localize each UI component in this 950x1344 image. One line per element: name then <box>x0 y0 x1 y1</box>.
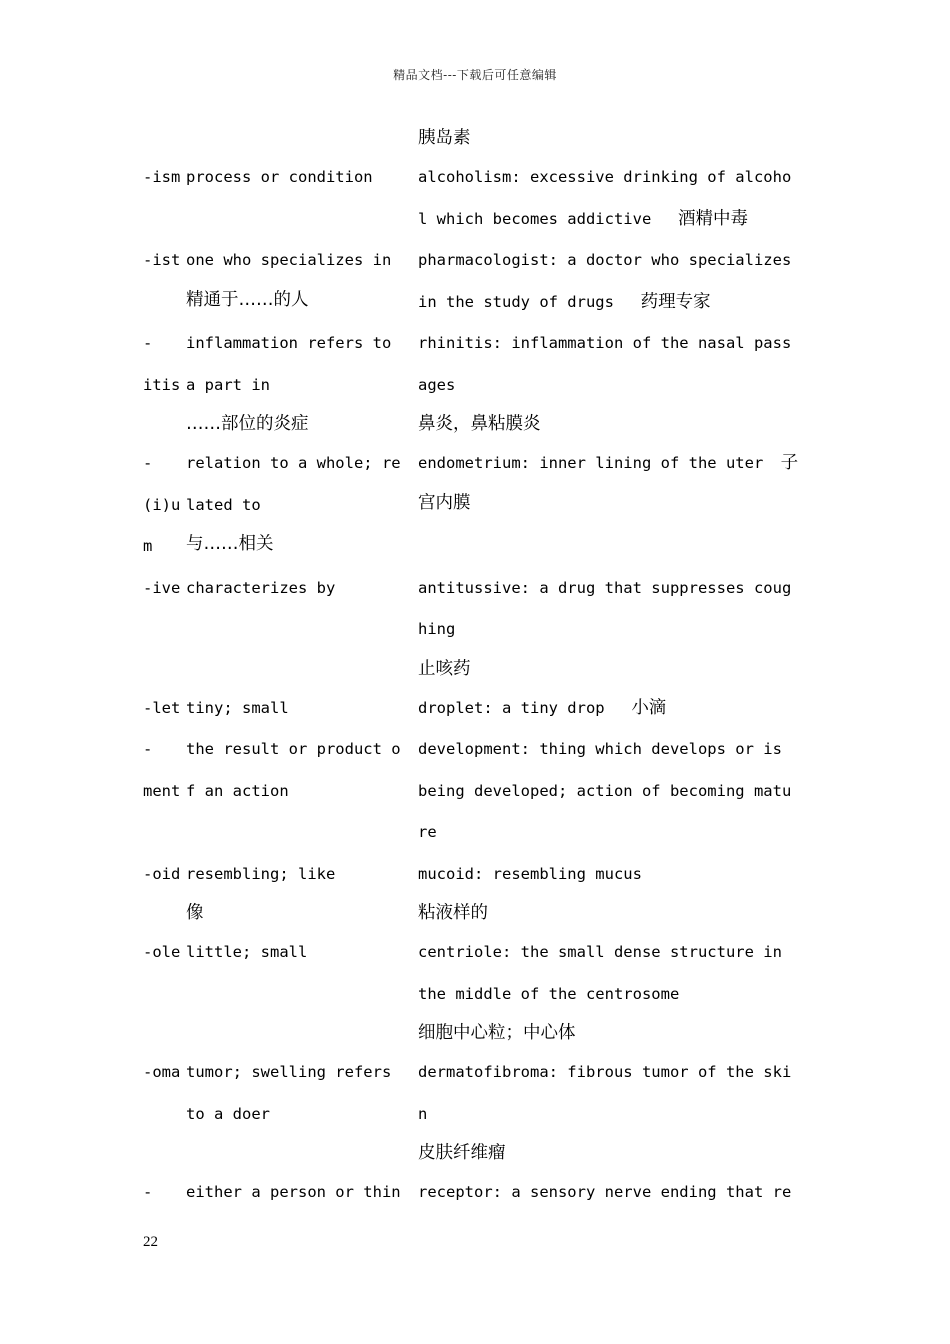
line-text <box>418 443 813 485</box>
translation-text: 子 <box>780 453 799 473</box>
line-text-part: ……部位的炎症 <box>186 414 309 434</box>
line-text <box>143 688 186 730</box>
line-text <box>186 568 418 610</box>
line-text-part: being developed; action of becoming matu <box>418 781 792 800</box>
line-text <box>143 157 186 199</box>
suffix-cell <box>143 157 186 199</box>
example-cell <box>418 688 813 730</box>
translation-text <box>418 120 813 157</box>
line-text-part: droplet: a tiny drop <box>418 698 624 717</box>
line-text <box>418 1172 813 1214</box>
suffix-cell <box>143 1172 186 1214</box>
line-text <box>418 688 813 730</box>
line-text-part: -ism <box>143 168 181 186</box>
line-text-part: the middle of the centrosome <box>418 984 680 1003</box>
meaning-cell <box>186 1052 418 1135</box>
suffix-cell <box>143 729 186 812</box>
line-text <box>418 932 813 974</box>
line-text <box>186 485 418 527</box>
line-text <box>418 568 813 610</box>
line-text <box>186 240 418 282</box>
line-text <box>418 812 813 854</box>
line-text-part: hing <box>418 620 456 638</box>
line-text <box>418 282 813 324</box>
line-text-part: process or condition <box>186 168 373 186</box>
line-text-part: mucoid: resembling mucus <box>418 864 642 883</box>
table-row <box>143 932 813 1052</box>
example-cell <box>418 854 813 933</box>
line-text-part: relation to a whole; re <box>186 454 401 472</box>
meaning-cell <box>186 688 418 730</box>
table-row <box>143 568 813 688</box>
line-text-part: -ole <box>143 943 181 961</box>
meaning-cell <box>186 240 418 319</box>
table-row <box>143 323 813 443</box>
table-row <box>143 157 813 240</box>
line-text <box>418 157 813 199</box>
suffix-cell <box>143 1052 186 1094</box>
line-text-part: - <box>143 334 153 352</box>
line-text-part: resembling; like <box>186 864 336 883</box>
translation-text <box>186 282 418 319</box>
meaning-cell <box>186 932 418 974</box>
page-number: 22 <box>143 1234 158 1250</box>
translation-text <box>418 1015 813 1052</box>
translation-text: 小滴 <box>631 697 667 718</box>
meaning-cell <box>186 323 418 443</box>
line-text <box>143 365 186 407</box>
meaning-cell <box>186 729 418 812</box>
line-text-part: tumor; swelling refers <box>186 1063 392 1081</box>
line-text-part: 胰岛素 <box>418 128 471 148</box>
line-text-part: development: thing which develops or is <box>418 740 782 758</box>
line-text <box>143 240 186 282</box>
line-text-part: -let <box>143 698 181 717</box>
line-text <box>143 771 186 813</box>
line-text-part: rhinitis: inflammation of the nasal pass <box>418 334 792 352</box>
table-row <box>143 1052 813 1172</box>
line-text <box>418 609 813 651</box>
suffix-cell <box>143 568 186 610</box>
line-text <box>143 1172 186 1214</box>
line-text-part: 宫内膜 <box>418 492 471 513</box>
line-text <box>186 1052 418 1094</box>
line-text-part: lated to <box>186 495 261 514</box>
translation-text <box>186 406 418 443</box>
line-text-part: 精通于……的人 <box>186 289 309 310</box>
line-text-part: a part in <box>186 375 270 394</box>
example-cell <box>418 568 813 688</box>
line-text <box>186 157 418 199</box>
table-row <box>143 854 813 933</box>
translation-text: 酒精中毒 <box>677 208 748 229</box>
table-row <box>143 729 813 854</box>
suffix-table <box>143 120 813 1214</box>
line-text <box>418 771 813 813</box>
line-text-part: pharmacologist: a doctor who specializes <box>418 251 792 269</box>
line-text-part: - <box>143 454 153 472</box>
example-cell <box>418 157 813 240</box>
line-text <box>143 323 186 365</box>
meaning-cell <box>186 854 418 933</box>
table-row <box>143 443 813 568</box>
line-text-part: 皮肤纤维瘤 <box>418 1143 506 1163</box>
page-header: 精品文档---下载后可任意编辑 <box>393 68 557 82</box>
line-text <box>143 1052 186 1094</box>
line-text-part: 细胞中心粒；中心体 <box>418 1023 576 1043</box>
translation-text: 药理专家 <box>640 291 711 312</box>
line-text <box>418 1052 813 1094</box>
line-text-part: endometrium: inner lining of the uter <box>418 454 773 472</box>
translation-text <box>418 406 813 443</box>
example-cell <box>418 120 813 157</box>
line-text <box>143 932 186 974</box>
table-row <box>143 688 813 730</box>
line-text-part: - <box>143 740 153 758</box>
meaning-cell <box>186 1172 418 1214</box>
line-text-part: the result or product o <box>186 740 401 758</box>
line-text-part: receptor: a sensory nerve ending that re <box>418 1183 792 1201</box>
table-row <box>143 120 813 157</box>
line-text <box>186 688 418 730</box>
line-text <box>186 365 418 407</box>
line-text-part: antitussive: a drug that suppresses coug <box>418 578 792 597</box>
line-text-part: (i)u <box>143 495 181 514</box>
meaning-cell <box>186 568 418 610</box>
line-text <box>143 568 186 610</box>
suffix-cell <box>143 688 186 730</box>
line-text <box>418 854 813 896</box>
line-text-part: - <box>143 1183 153 1201</box>
suffix-cell <box>143 443 186 568</box>
line-text-part: in the study of drugs <box>418 292 633 311</box>
line-text-part: f an action <box>186 781 289 800</box>
translation-text <box>418 485 813 522</box>
line-text <box>186 932 418 974</box>
example-cell <box>418 729 813 854</box>
translation-text <box>418 651 813 688</box>
line-text-part: -ive <box>143 578 181 597</box>
line-text-part: -oma <box>143 1063 181 1081</box>
line-text <box>186 729 418 771</box>
meaning-cell <box>186 157 418 199</box>
example-cell <box>418 1052 813 1172</box>
line-text <box>143 526 186 568</box>
line-text <box>418 323 813 365</box>
line-text-part: m <box>143 537 153 555</box>
translation-text <box>418 1135 813 1172</box>
line-text-part: characterizes by <box>186 578 336 597</box>
line-text <box>143 485 186 527</box>
line-text <box>143 729 186 771</box>
line-text-part: 粘液样的 <box>418 903 488 923</box>
line-text-part: 鼻炎，鼻粘膜炎 <box>418 414 541 434</box>
line-text-part: ages <box>418 375 456 394</box>
translation-text <box>418 895 813 932</box>
line-text <box>186 323 418 365</box>
line-text <box>418 199 813 241</box>
line-text <box>186 443 418 485</box>
meaning-cell <box>186 443 418 563</box>
table-row <box>143 240 813 323</box>
line-text <box>186 1094 418 1136</box>
line-text <box>418 729 813 771</box>
line-text-part: dermatofibroma: fibrous tumor of the ski <box>418 1063 792 1081</box>
line-text <box>418 365 813 407</box>
line-text-part: to a doer <box>186 1104 270 1123</box>
line-text <box>186 771 418 813</box>
line-text-part: ment <box>143 781 181 800</box>
line-text <box>186 1172 418 1214</box>
line-text <box>418 1094 813 1136</box>
line-text-part: tiny; small <box>186 698 289 717</box>
line-text-part: itis <box>143 375 181 394</box>
example-cell <box>418 1172 813 1214</box>
line-text <box>143 443 186 485</box>
line-text-part: one who specializes in <box>186 251 392 269</box>
line-text-part: re <box>418 823 437 841</box>
suffix-cell <box>143 932 186 974</box>
line-text-part: l which becomes addictive <box>418 209 670 228</box>
translation-text <box>186 895 418 932</box>
example-cell <box>418 932 813 1052</box>
line-text-part: -oid <box>143 864 181 883</box>
line-text-part: -ist <box>143 251 181 269</box>
line-text <box>418 974 813 1016</box>
example-cell <box>418 240 813 323</box>
line-text-part: n <box>418 1104 428 1123</box>
suffix-cell <box>143 854 186 896</box>
line-text-part: 止咳药 <box>418 658 471 679</box>
line-text-part: either a person or thin <box>186 1183 401 1201</box>
example-cell <box>418 323 813 443</box>
line-text-part: 与……相关 <box>186 534 274 554</box>
line-text <box>418 240 813 282</box>
line-text-part: inflammation refers to <box>186 334 392 352</box>
line-text-part: little; small <box>186 943 308 961</box>
line-text-part: alcoholism: excessive drinking of alcoho <box>418 168 792 186</box>
suffix-cell <box>143 240 186 282</box>
example-cell <box>418 443 813 522</box>
line-text-part: 像 <box>186 903 204 923</box>
line-text-part: centriole: the small dense structure in <box>418 943 782 961</box>
suffix-cell <box>143 323 186 406</box>
line-text <box>143 854 186 896</box>
translation-text <box>186 526 418 563</box>
table-row <box>143 1172 813 1214</box>
line-text <box>186 854 418 896</box>
